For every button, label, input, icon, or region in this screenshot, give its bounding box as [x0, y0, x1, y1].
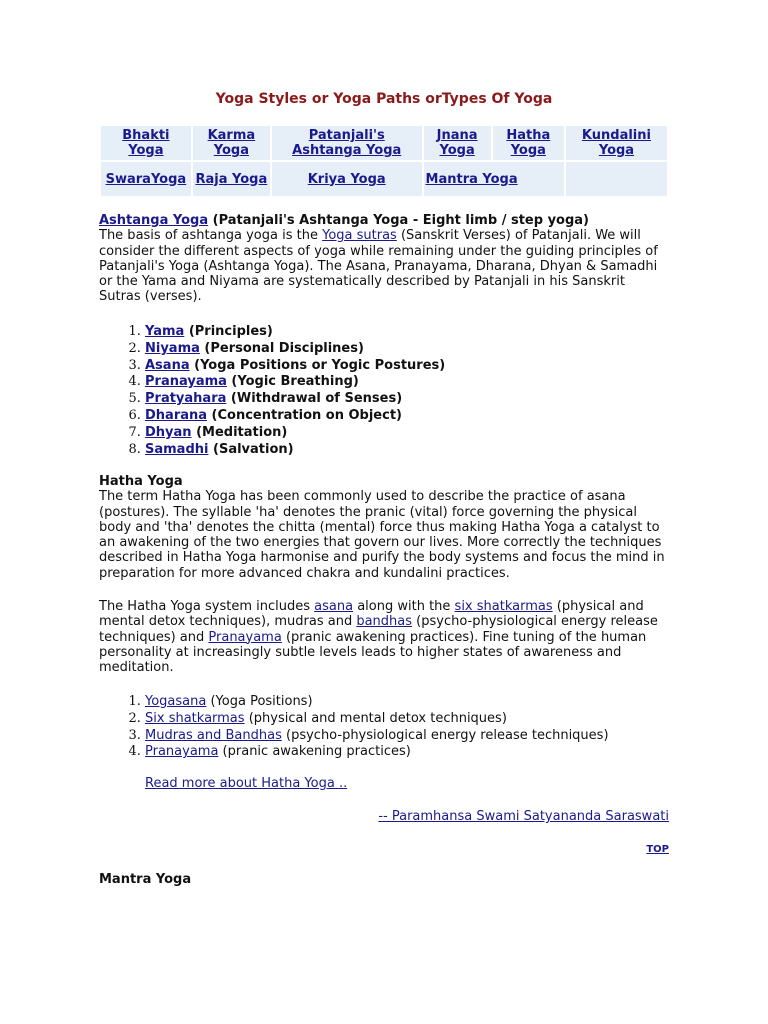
attribution-wrap: [99, 809, 669, 824]
read-more-hatha-link[interactable]: Read more about Hatha Yoga ..: [145, 776, 348, 791]
attribution-link[interactable]: -- Paramhansa Swami Satyananda Saraswati: [378, 809, 669, 824]
top-link[interactable]: TOP: [646, 844, 669, 855]
yoga-types-nav-table: [99, 124, 669, 198]
ashtanga-heading: Ashtanga Yoga (Patanjali's Ashtanga Yoga - Eight limb / step yoga): [99, 213, 589, 228]
nav-empty-cell: [566, 162, 667, 196]
yoga-sutras-link[interactable]: Yoga sutras: [322, 228, 397, 244]
hatha-paragraph-1: The term Hatha Yoga has been commonly used to describe the practice of asana (postures). The syllable 'ha' denotes the pranic (vital) force governing the physical body and 'tha' denotes the chitta (mental) force thus making Hatha Yoga a catalyst to an awakening of the two energies that govern our lives. More correctly the techniques described in Hatha Yoga harmonise and purify the body systems and focus the mind in preparation for more advanced chakra and kundalini practices.: [99, 489, 665, 581]
nav-link-hatha-yoga[interactable]: Hatha Yoga: [506, 128, 551, 158]
eight-limbs-list-wrap: [99, 324, 669, 458]
hatha-heading: Hatha Yoga: [99, 474, 183, 489]
ashtanga-section: [99, 213, 669, 305]
limb-link-dharana[interactable]: Dharana: [145, 407, 208, 423]
limb-link-niyama[interactable]: Niyama: [145, 340, 200, 356]
nav-link-jnana-yoga[interactable]: Jnana Yoga: [436, 128, 478, 158]
pranayama-list-link[interactable]: Pranayama: [145, 744, 219, 760]
list-item: 3. Mudras and Bandhas (psycho-physiological energy release techniques): [145, 728, 669, 745]
limb-link-dhyan[interactable]: Dhyan: [145, 424, 192, 440]
asana-link[interactable]: asana: [314, 599, 354, 614]
read-more-wrap: [99, 776, 669, 791]
ashtanga-paragraph: The basis of ashtanga yoga is the Yoga sutras (Sanskrit Verses) of Patanjali. We will consider the different aspects of yoga while remaining under the guiding principles of Patanjali's Yoga (Ashtanga Yoga). The Asana, Pranayama, Dharana, Dhyan & Samadhi or the Yama and Niyama are systematically described by Patanjali in his Sanskrit Sutras (verses).: [99, 228, 658, 305]
list-item: 1. Yama (Principles): [145, 324, 669, 341]
list-item: 8. Samadhi (Salvation): [145, 442, 669, 459]
nav-link-karma-yoga[interactable]: Karma Yoga: [207, 128, 256, 158]
nav-link-kundalini-yoga[interactable]: Kundalini Yoga: [581, 128, 651, 158]
ashtanga-yoga-link[interactable]: Ashtanga Yoga: [99, 213, 209, 228]
nav-link-swara-yoga[interactable]: SwaraYoga: [105, 171, 187, 187]
nav-link-kriya-yoga[interactable]: Kriya Yoga: [307, 171, 386, 187]
yogasana-link[interactable]: Yogasana: [145, 694, 207, 709]
list-item: 5. Pratyahara (Withdrawal of Senses): [145, 391, 669, 408]
bandhas-link[interactable]: bandhas: [356, 614, 413, 630]
page-title: Yoga Styles or Yoga Paths orTypes Of Yoga: [215, 91, 553, 107]
nav-link-bhakti-yoga[interactable]: Bhakti Yoga: [122, 128, 170, 158]
eight-limbs-list: [99, 324, 669, 458]
hatha-section: [99, 474, 669, 581]
list-item: 2. Six shatkarmas (physical and mental detox techniques): [145, 711, 669, 728]
mantra-heading: Mantra Yoga: [99, 872, 192, 887]
nav-link-patanjali-ashtanga-yoga[interactable]: Patanjali's Ashtanga Yoga: [292, 128, 402, 158]
limb-link-samadhi[interactable]: Samadhi: [145, 441, 209, 457]
nav-link-raja-yoga[interactable]: Raja Yoga: [195, 171, 268, 187]
limb-link-pranayama[interactable]: Pranayama: [145, 374, 227, 390]
pranayama-link[interactable]: Pranayama: [208, 629, 282, 645]
list-item: 6. Dharana (Concentration on Object): [145, 408, 669, 425]
six-shatkarmas-link[interactable]: six shatkarmas: [454, 599, 553, 614]
nav-link-mantra-yoga[interactable]: Mantra Yoga: [425, 171, 518, 187]
list-item: 4. Pranayama (Yogic Breathing): [145, 374, 669, 391]
limb-link-yama[interactable]: Yama: [145, 324, 185, 339]
hatha-practices-list: [99, 694, 669, 761]
list-item: 2. Niyama (Personal Disciplines): [145, 341, 669, 358]
list-item: 7. Dhyan (Meditation): [145, 425, 669, 442]
limb-link-asana[interactable]: Asana: [145, 357, 190, 373]
hatha-paragraph-2: The Hatha Yoga system includes asana along with the six shatkarmas (physical and mental detox techniques), mudras and bandhas (psycho-physiological energy release techniques) and Pranayama (pranic awakening practices). Fine tuning of the human personality at increasingly subtle levels leads to higher states of awareness and meditation.: [99, 599, 658, 676]
limb-link-pratyahara[interactable]: Pratyahara: [145, 391, 227, 407]
six-shatkarmas-list-link[interactable]: Six shatkarmas: [145, 710, 245, 726]
list-item: 4. Pranayama (pranic awakening practices): [145, 744, 669, 761]
top-link-wrap: [99, 841, 669, 857]
mudras-bandhas-link[interactable]: Mudras and Bandhas: [145, 727, 282, 743]
hatha-list-wrap: [99, 694, 669, 761]
list-item: 3. Asana (Yoga Positions or Yogic Postures): [145, 358, 669, 375]
list-item: 1. Yogasana (Yoga Positions): [145, 694, 669, 711]
